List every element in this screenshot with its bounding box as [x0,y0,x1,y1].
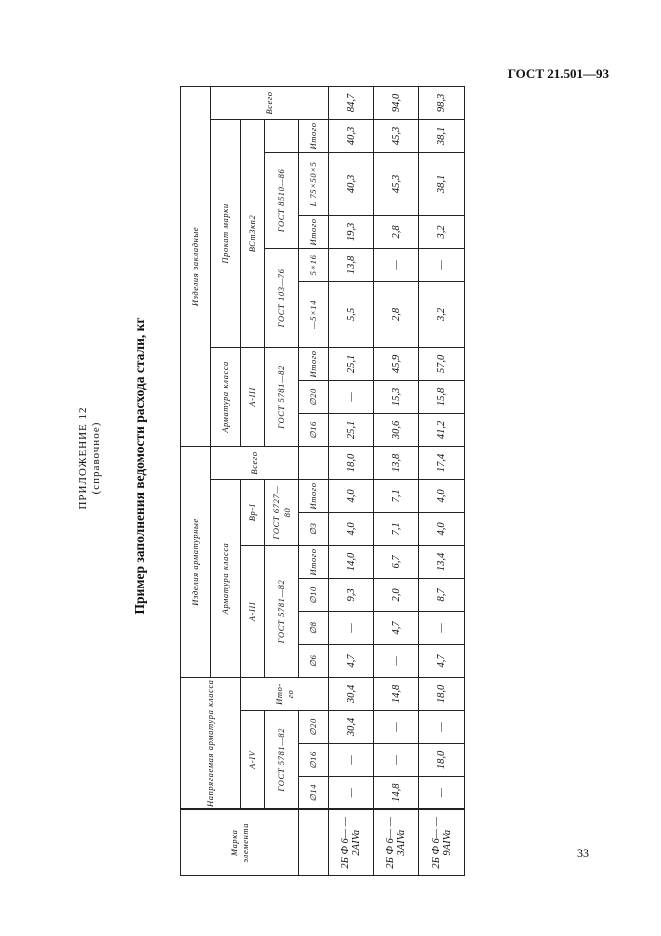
cell-mark: 2Б Ф 6— —3AIVa [374,809,419,875]
header-rebar-d10: ∅10 [299,578,329,611]
header-pre-d14: ∅14 [299,776,329,809]
cell: 18,0 [419,677,465,710]
table-row [374,86,419,875]
header-grade: ВСт3кп2 [241,119,265,347]
cell: 3,2 [419,215,465,248]
cell: 15,8 [419,380,465,413]
cell: 7,1 [374,512,419,545]
cell: 13,8 [329,248,374,281]
cell: — [419,248,465,281]
cell-mark: 2Б Ф 6— —2AIVa [329,809,374,875]
cell: — [329,743,374,776]
cell: 14,0 [329,545,374,578]
cell: — [374,248,419,281]
cell: 13,8 [374,446,419,479]
header-bp1-gost: ГОСТ 6727—80 [265,479,299,545]
table-caption: Пример заполнения ведомости расхода стали, кг [132,317,147,615]
cell: 4,0 [419,479,465,512]
cell: 4,0 [329,479,374,512]
header-rebar-a3: A-III [241,545,265,677]
cell: 15,3 [374,380,419,413]
cell: 25,1 [329,347,374,380]
cell: 94,0 [374,86,419,119]
cell: — [329,776,374,809]
cell: 2,0 [374,578,419,611]
header-rebar-class: Арматура класса [211,479,241,677]
appendix-note: (справочное) [90,421,102,495]
header-103-total: Итого [299,215,329,248]
table-row [329,86,374,875]
cell: 18,0 [419,743,465,776]
cell: 3,2 [419,281,465,347]
header-prestressed: Напрягаемая арматура класса [181,677,241,809]
header-8510-total: Итого [299,119,329,152]
cell: 13,4 [419,545,465,578]
cell: 38,1 [419,119,465,152]
cell: 19,3 [329,215,374,248]
cell: — [419,710,465,743]
cell: 9,3 [329,578,374,611]
appendix-title: ПРИЛОЖЕНИЕ 12 [77,406,89,510]
header-s5x14: —5×14 [299,281,329,347]
header-l75: L 75×50×5 [299,152,329,215]
header-pre-d20: ∅20 [299,710,329,743]
cell: — [419,776,465,809]
cell: 30,4 [329,710,374,743]
cell: 6,7 [374,545,419,578]
header-mark: Марка элемента [181,809,299,875]
header-rebar-gost: ГОСТ 5781—82 [265,545,299,677]
header-rebar-total: Итого [299,545,329,578]
cell: 41,2 [419,413,465,446]
header-gost-8510: ГОСТ 8510—86 [265,152,299,248]
cell: 2,8 [374,215,419,248]
cell: — [374,644,419,677]
cell: 8,7 [419,578,465,611]
cell: 4,7 [329,644,374,677]
appendix-label [77,328,103,588]
cell: 5,5 [329,281,374,347]
cell: — [374,743,419,776]
page-number: 33 [577,846,589,860]
header-rebar-products: Изделия арматурные [181,446,211,677]
cell: 40,3 [329,152,374,215]
header-pre-d16: ∅16 [299,743,329,776]
cell: 4,0 [419,512,465,545]
cell: 14,8 [374,776,419,809]
header-rebar-d3: ∅3 [299,512,329,545]
header-rebar-bp1: Bp-I [241,479,265,545]
header-bp1-total: Итого [299,479,329,512]
header-emb-d20: ∅20 [299,380,329,413]
cell: 2,8 [374,281,419,347]
header-rebar-all-spacer [299,446,329,479]
cell: 30,6 [374,413,419,446]
header-pre-gost: ГОСТ 5781—82 [265,710,299,809]
header-emb-gost: ГОСТ 5781—82 [265,347,299,446]
header-emb-total: Итого [299,347,329,380]
header-emb-a3: A-III [241,347,265,446]
cell: 4,0 [329,512,374,545]
header-emb-class: Арматура класса [211,347,241,446]
header-rebar-d6: ∅6 [299,644,329,677]
cell: 4,7 [374,611,419,644]
cell: — [329,611,374,644]
cell: 98,3 [419,86,465,119]
header-gost-103: ГОСТ 103—76 [265,248,299,347]
header-emb-all: Всего [211,86,329,119]
header-s5x16: 5×16 [299,248,329,281]
table-row [419,86,465,875]
cell: — [419,611,465,644]
cell: — [329,380,374,413]
cell: 30,4 [329,677,374,710]
cell: 25,1 [329,413,374,446]
cell: 14,8 [374,677,419,710]
cell: — [374,710,419,743]
cell: 45,9 [374,347,419,380]
cell: 45,3 [374,152,419,215]
header-mark-spacer [299,809,329,875]
cell: 18,0 [329,446,374,479]
cell: 38,1 [419,152,465,215]
header-rebar-d8: ∅8 [299,611,329,644]
header-emb-d16: ∅16 [299,413,329,446]
steel-consumption-table [180,91,464,876]
header-rolled: Прокат марки [211,119,241,347]
cell-mark: 2Б Ф 6— —9AIVa [419,809,465,875]
standard-header: ГОСТ 21.501—93 [507,66,609,81]
header-pre-total: Ито- го [241,677,329,710]
cell: 7,1 [374,479,419,512]
cell: 45,3 [374,119,419,152]
cell: 57,0 [419,347,465,380]
cell: 40,3 [329,119,374,152]
cell: 4,7 [419,644,465,677]
header-embedded: Изделия закладные [181,86,211,446]
cell: 17,4 [419,446,465,479]
header-rebar-all: Всего [211,446,299,479]
cell: 84,7 [329,86,374,119]
header-pre-class: A-IV [241,710,265,809]
